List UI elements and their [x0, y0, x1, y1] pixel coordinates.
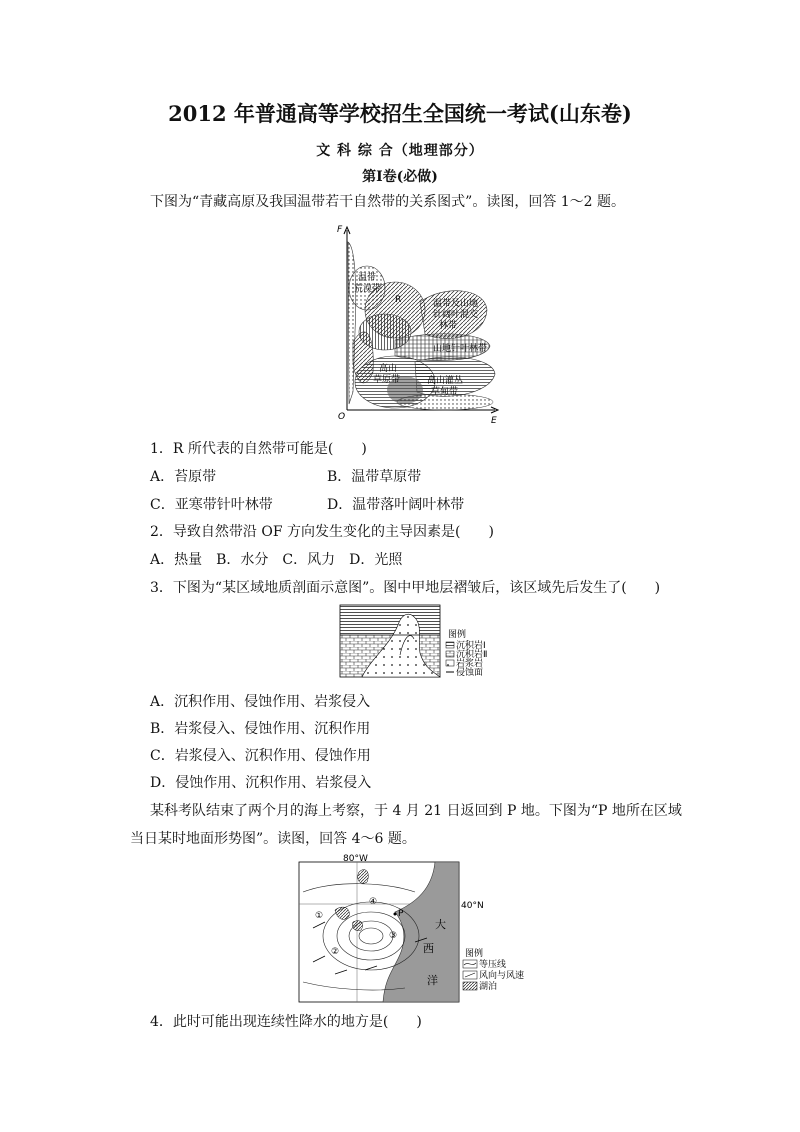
q3-option-c: C．岩浆侵入、沉积作用、侵蚀作用: [150, 748, 371, 764]
fig3-legend-isobar: 等压线: [479, 960, 507, 970]
q3-option-d: D．侵蚀作用、沉积作用、岩浆侵入: [150, 775, 372, 791]
label-alpine-shrub-2: 草甸带: [431, 387, 459, 397]
fig2-legend-sed2: 沉积岩Ⅱ: [456, 650, 488, 660]
q1-option-c: C．亚寒带针叶林带: [150, 497, 273, 513]
intro-2-line-2: 当日某时地面形势图”。读图，回答 4～6 题。: [130, 831, 416, 847]
question-4-stem: 4．此时可能出现连续性降水的地方是( ): [150, 1014, 422, 1030]
question-2-stem: 2．导致自然带沿 OF 方向发生变化的主导因素是( ): [150, 524, 494, 540]
label-conifer-forest: 山地针叶林带: [433, 344, 488, 354]
label-alpine-shrub-1: 高山灌丛: [427, 376, 464, 386]
q3-option-b: B．岩浆侵入、侵蚀作用、沉积作用: [150, 721, 371, 737]
q1-option-b: B．温带草原带: [327, 469, 422, 485]
fig3-legend-lake: 湖泊: [479, 982, 498, 992]
q1-option-d: D．温带落叶阔叶林带: [327, 497, 465, 513]
axis-f-label: F: [337, 225, 343, 235]
figure-geology-section: [340, 605, 490, 681]
axis-o-label: O: [338, 412, 346, 422]
axis-e-label: E: [491, 416, 497, 426]
label-mixed-forest-2: 针阔叶混交: [433, 310, 479, 320]
fig2-legend-title: 图例: [448, 630, 467, 640]
intro-2-line-1: 某科考队结束了两个月的海上考察，于 4 月 21 日返回到 P 地。下图为“P 地所在区域: [150, 803, 682, 819]
fig3-marker-4: ④: [369, 897, 378, 907]
fig3-ocean-char-2: 西: [423, 942, 434, 955]
fig3-marker-3: ③: [389, 931, 398, 941]
fig3-ocean-char-1: 大: [435, 918, 446, 931]
fig3-marker-1: ①: [315, 911, 324, 921]
page-title: 2012 年普通高等学校招生全国统一考试(山东卷): [168, 101, 632, 126]
intro-1: 下图为“青藏高原及我国温带若干自然带的关系图式”。读图，回答 1～2 题。: [150, 194, 626, 210]
question-3-stem: 3．下图为“某区域地质剖面示意图”。图中甲地层褶皱后，该区域先后发生了( ): [150, 580, 661, 596]
q3-option-a: A．沉积作用、侵蚀作用、岩浆侵入: [150, 694, 371, 710]
label-r: R: [395, 295, 402, 305]
q1-option-a: A．苔原带: [150, 469, 217, 485]
label-mixed-forest-1: 温带及山地: [433, 299, 479, 309]
label-alpine-steppe-2: 草原带: [373, 375, 401, 385]
fig2-legend-igneous: 岩浆岩: [456, 659, 484, 669]
fig3-legend-wind: 风向与风速: [479, 971, 525, 981]
fig3-longitude: 80°W: [343, 854, 368, 864]
fig2-legend-erosion: 侵蚀面: [456, 668, 484, 678]
question-1-stem: 1．R 所代表的自然带可能是( ): [150, 441, 367, 457]
label-mixed-forest-3: 林带: [439, 321, 458, 331]
section-title: 第Ⅰ卷(必做): [362, 169, 438, 185]
label-temperate-desert-1: 温带: [358, 273, 377, 283]
fig3-point-p: P: [398, 909, 404, 919]
fig3-ocean-char-3: 洋: [427, 974, 438, 987]
fig3-legend-title: 图例: [465, 949, 484, 959]
page-subtitle: 文 科 综 合（地理部分）: [316, 143, 484, 159]
fig2-legend-sed1: 沉积岩Ⅰ: [456, 641, 486, 651]
fig3-latitude: 40°N: [461, 901, 484, 911]
label-temperate-desert-2: 荒漠带: [354, 284, 382, 294]
fig3-marker-2: ②: [331, 947, 340, 957]
figure-weather-map: [295, 852, 535, 1004]
label-alpine-steppe-1: 高山: [379, 364, 398, 374]
figure-natural-zones: [335, 222, 505, 427]
q2-options: A．热量 B．水分 C．风力 D．光照: [150, 552, 403, 568]
